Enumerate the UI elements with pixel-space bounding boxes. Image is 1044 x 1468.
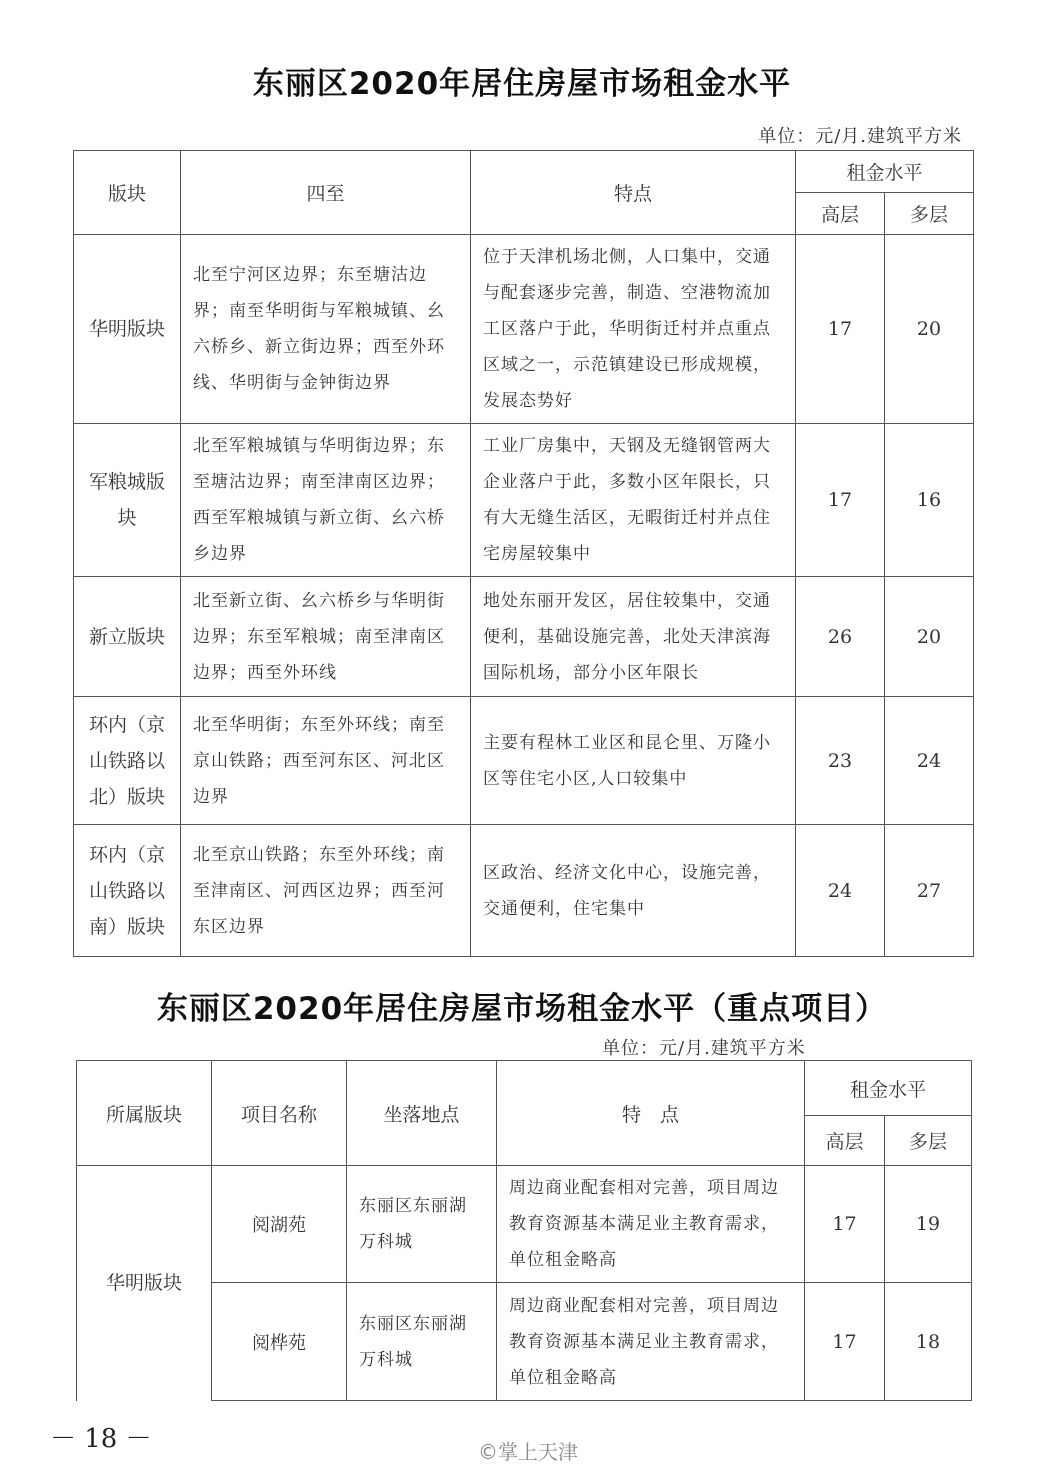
block-name: 华明版块 — [77, 1166, 212, 1401]
features-cell: 工业厂房集中，天钢及无缝钢管两大企业落户于此，多数小区年限长，只有大无缝生活区，无暇街迁村并点住宅房屋较集中 — [471, 424, 796, 577]
header-project: 项目名称 — [212, 1061, 347, 1166]
location-cell: 东丽区东丽湖万科城 — [347, 1166, 497, 1283]
header-rent-level: 租金水平 — [805, 1061, 972, 1116]
project-name: 阅桦苑 — [212, 1283, 347, 1401]
multi-storey-value: 27 — [885, 825, 974, 957]
rent-table-blocks — [73, 150, 974, 957]
block-name: 新立版块 — [74, 577, 181, 697]
multi-storey-value: 20 — [885, 577, 974, 697]
header-bounds: 四至 — [181, 151, 471, 235]
high-rise-value: 17 — [796, 424, 885, 577]
bounds-cell: 北至新立街、幺六桥乡与华明街边界；东至军粮城；南至津南区边界；西至外环线 — [181, 577, 471, 697]
bounds-cell: 北至宁河区边界；东至塘沽边界；南至华明街与军粮城镇、幺六桥乡、新立街边界；西至外环线、华明街与金钟街边界 — [181, 235, 471, 424]
header-features: 特点 — [471, 151, 796, 235]
multi-storey-value: 16 — [885, 424, 974, 577]
page-number: － 18 － — [50, 1424, 152, 1454]
table-row — [77, 1166, 972, 1283]
multi-storey-value: 20 — [885, 235, 974, 424]
high-rise-value: 17 — [805, 1283, 885, 1401]
features-cell: 区政治、经济文化中心，设施完善，交通便利，住宅集中 — [471, 825, 796, 957]
multi-storey-value: 24 — [885, 697, 974, 825]
table-row — [74, 424, 974, 577]
block-name: 军粮城版块 — [74, 424, 181, 577]
table-row — [74, 235, 974, 424]
features-cell: 主要有程林工业区和昆仑里、万隆小区等住宅小区,人口较集中 — [471, 697, 796, 825]
bounds-cell: 北至军粮城镇与华明街边界；东至塘沽边界；南至津南区边界；西至军粮城镇与新立街、幺六桥乡边界 — [181, 424, 471, 577]
high-rise-value: 26 — [796, 577, 885, 697]
features-cell: 地处东丽开发区，居住较集中，交通便利，基础设施完善，北处天津滨海国际机场，部分小区年限长 — [471, 577, 796, 697]
table1-title: 东丽区2020年居住房屋市场租金水平 — [252, 66, 792, 102]
block-name: 华明版块 — [74, 235, 181, 424]
features-cell: 位于天津机场北侧，人口集中，交通与配套逐步完善，制造、空港物流加工区落户于此，华明街迁村并点重点区域之一，示范镇建设已形成规模，发展态势好 — [471, 235, 796, 424]
header-rent-level: 租金水平 — [796, 151, 974, 193]
header-high-rise: 高层 — [796, 193, 885, 235]
header-multi-storey: 多层 — [885, 193, 974, 235]
bounds-cell: 北至京山铁路；东至外环线；南至津南区、河西区边界；西至河东区边界 — [181, 825, 471, 957]
watermark: ©掌上天津 — [478, 1440, 578, 1464]
header-block: 版块 — [74, 151, 181, 235]
header-high-rise: 高层 — [805, 1116, 885, 1166]
features-cell: 周边商业配套相对完善，项目周边教育资源基本满足业主教育需求，单位租金略高 — [497, 1283, 805, 1401]
high-rise-value: 24 — [796, 825, 885, 957]
block-name: 环内（京山铁路以北）版块 — [74, 697, 181, 825]
table-row — [74, 825, 974, 957]
bounds-cell: 北至华明街；东至外环线；南至京山铁路；西至河东区、河北区边界 — [181, 697, 471, 825]
header-multi-storey: 多层 — [885, 1116, 972, 1166]
table2-unit: 单位：元/月.建筑平方米 — [602, 1038, 806, 1059]
high-rise-value: 17 — [796, 235, 885, 424]
table-row — [77, 1283, 972, 1401]
header-location: 坐落地点 — [347, 1061, 497, 1166]
table-row — [74, 577, 974, 697]
header-features: 特 点 — [497, 1061, 805, 1166]
high-rise-value: 17 — [805, 1166, 885, 1283]
block-name: 环内（京山铁路以南）版块 — [74, 825, 181, 957]
header-block: 所属版块 — [77, 1061, 212, 1166]
multi-storey-value: 18 — [885, 1283, 972, 1401]
table1-unit: 单位：元/月.建筑平方米 — [758, 126, 962, 147]
location-cell: 东丽区东丽湖万科城 — [347, 1283, 497, 1401]
table-row — [74, 697, 974, 825]
multi-storey-value: 19 — [885, 1166, 972, 1283]
project-name: 阅湖苑 — [212, 1166, 347, 1283]
table2-title: 东丽区2020年居住房屋市场租金水平（重点项目） — [156, 991, 888, 1027]
high-rise-value: 23 — [796, 697, 885, 825]
rent-table-key-projects — [76, 1060, 972, 1401]
features-cell: 周边商业配套相对完善，项目周边教育资源基本满足业主教育需求，单位租金略高 — [497, 1166, 805, 1283]
